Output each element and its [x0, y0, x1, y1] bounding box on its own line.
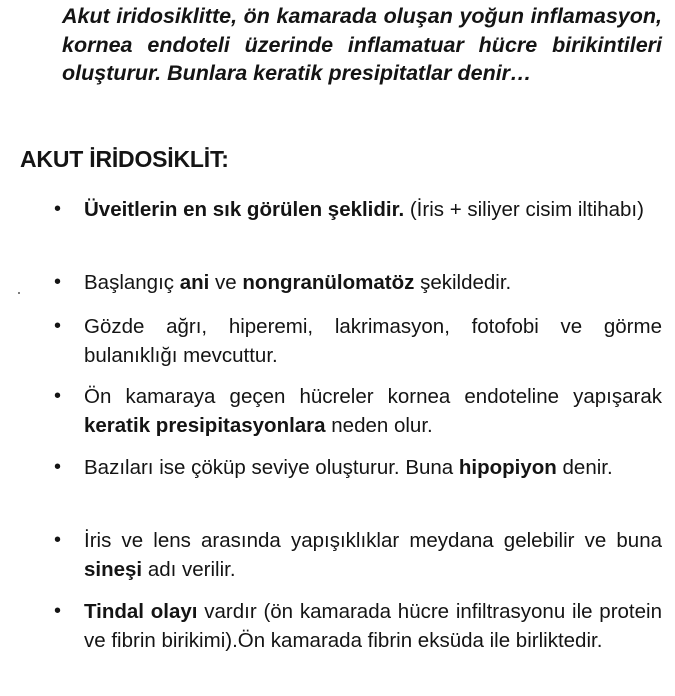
bullet-dot: • [54, 600, 62, 622]
item-bold: sineşi [84, 558, 143, 581]
item-text: Bazıları ise çöküp seviye oluşturur. Buna [84, 456, 459, 479]
item-text: denir. [556, 456, 613, 479]
bullet-dot: • [54, 271, 62, 293]
bullet-dot: • [54, 529, 62, 551]
item-text: neden olur. [325, 414, 433, 437]
item-bold: ani [179, 271, 210, 294]
bullet-dot: • [54, 198, 62, 220]
list-item [54, 382, 662, 440]
list-item [54, 268, 662, 297]
scan-speck [18, 292, 20, 294]
list-item [54, 195, 662, 224]
item-text: ve [209, 271, 243, 294]
item-text: şekildedir. [414, 271, 512, 294]
item-bold: Üveitlerin en sık görülen şeklidir. [84, 198, 405, 221]
item-text: İris ve lens arasında yapışıklıklar meydana gelebilir ve buna [84, 529, 662, 552]
item-bold: Tindal olayı [84, 600, 198, 623]
item-text: adı verilir. [142, 558, 236, 581]
bullet-dot: • [54, 456, 62, 478]
item-text: (İris + siliyer cisim iltihabı) [404, 198, 644, 221]
intro-paragraph: Akut iridosiklitte, ön kamarada oluşan yoğun inflamasyon, kornea endoteli üzerinde inflamatuar hücre birikintileri oluşturur. Bunlara keratik presipitatlar denir… [62, 4, 662, 85]
item-bold: nongranülomatöz [242, 271, 415, 294]
item-text: Başlangıç [84, 271, 180, 294]
item-text: Gözde ağrı, hiperemi, lakrimasyon, fotofobi ve görme bulanıklığı mevcuttur. [84, 315, 662, 367]
item-text: Ön kamaraya geçen hücreler kornea endoteline yapışarak [84, 385, 662, 408]
bullet-dot: • [54, 385, 62, 407]
item-text: vardır (ön kamarada hücre infiltrasyonu ile protein ve fibrin birikimi).Ön kamarada fibrin eksüda ile birliktedir. [84, 600, 662, 652]
item-bold: hipopiyon [458, 456, 557, 479]
list-item [54, 597, 662, 655]
item-bold: keratik presipitasyonlara [84, 414, 326, 437]
list-item [54, 312, 662, 370]
section-heading: AKUT İRİDOSİKLİT: [20, 146, 229, 172]
list-item [54, 526, 662, 584]
list-item [54, 453, 662, 482]
bullet-dot: • [54, 315, 62, 337]
